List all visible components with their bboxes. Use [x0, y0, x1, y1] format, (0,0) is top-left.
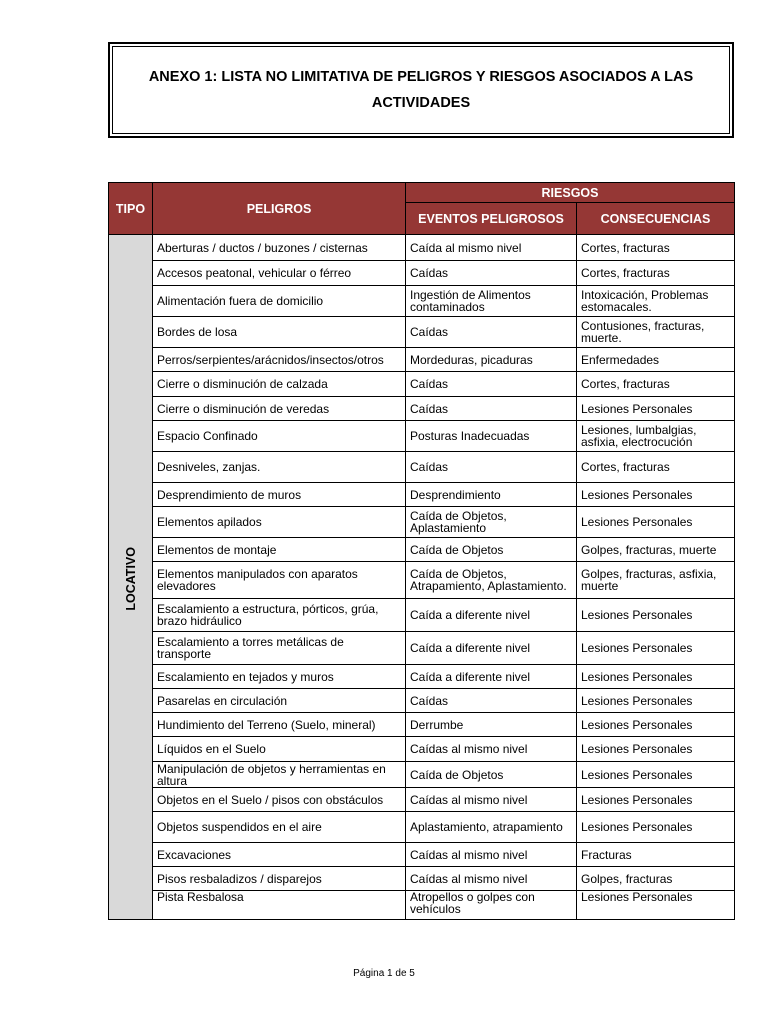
evento-cell: Caídas	[406, 397, 577, 421]
evento-cell: Atropellos o golpes con vehículos	[406, 891, 577, 920]
consecuencia-cell: Fracturas	[577, 843, 735, 867]
evento-cell: Posturas Inadecuadas	[406, 421, 577, 452]
table-row	[109, 689, 735, 713]
evento-cell: Caídas	[406, 261, 577, 286]
table-row	[109, 891, 735, 920]
consecuencia-cell: Lesiones Personales	[577, 507, 735, 538]
evento-cell: Mordeduras, picaduras	[406, 348, 577, 372]
peligro-cell: Objetos suspendidos en el aire	[153, 812, 406, 843]
table-row	[109, 483, 735, 507]
table-row	[109, 788, 735, 812]
table-row	[109, 665, 735, 689]
consecuencia-cell: Lesiones Personales	[577, 665, 735, 689]
evento-cell: Aplastamiento, atrapamiento	[406, 812, 577, 843]
peligro-cell: Excavaciones	[153, 843, 406, 867]
evento-cell: Caídas	[406, 689, 577, 713]
table-row	[109, 599, 735, 632]
evento-cell: Caídas al mismo nivel	[406, 737, 577, 762]
peligro-cell: Accesos peatonal, vehicular o férreo	[153, 261, 406, 286]
peligro-cell: Espacio Confinado	[153, 421, 406, 452]
consecuencia-cell: Cortes, fracturas	[577, 235, 735, 261]
peligro-cell: Desniveles, zanjas.	[153, 452, 406, 483]
table-row	[109, 737, 735, 762]
consecuencia-cell: Contusiones, fracturas, muerte.	[577, 317, 735, 348]
consecuencia-cell: Lesiones Personales	[577, 713, 735, 737]
table-row	[109, 843, 735, 867]
peligro-cell: Elementos apilados	[153, 507, 406, 538]
consecuencia-cell: Enfermedades	[577, 348, 735, 372]
evento-cell: Caídas	[406, 452, 577, 483]
table-row	[109, 762, 735, 788]
table-row	[109, 397, 735, 421]
evento-cell: Derrumbe	[406, 713, 577, 737]
peligro-cell: Pisos resbaladizos / disparejos	[153, 867, 406, 891]
evento-cell: Caída de Objetos, Atrapamiento, Aplastamiento.	[406, 562, 577, 599]
table-row	[109, 372, 735, 397]
evento-cell: Caídas al mismo nivel	[406, 843, 577, 867]
peligro-cell: Cierre o disminución de calzada	[153, 372, 406, 397]
evento-cell: Caídas al mismo nivel	[406, 788, 577, 812]
consecuencia-cell: Lesiones Personales	[577, 891, 735, 920]
peligro-cell: Elementos manipulados con aparatos elevadores	[153, 562, 406, 599]
consecuencia-cell: Lesiones Personales	[577, 762, 735, 788]
document-title: ANEXO 1: LISTA NO LIMITATIVA DE PELIGROS Y RIESGOS ASOCIADOS A LAS ACTIVIDADES	[148, 69, 694, 111]
consecuencia-cell: Intoxicación, Problemas estomacales.	[577, 286, 735, 317]
table-row	[109, 261, 735, 286]
evento-cell: Caída de Objetos, Aplastamiento	[406, 507, 577, 538]
table-row	[109, 507, 735, 538]
peligro-cell: Hundimiento del Terreno (Suelo, mineral)	[153, 713, 406, 737]
peligro-cell: Escalamiento a torres metálicas de transporte	[153, 632, 406, 665]
peligro-cell: Pista Resbalosa	[153, 891, 406, 920]
evento-cell: Caídas	[406, 372, 577, 397]
evento-cell: Ingestión de Alimentos contaminados	[406, 286, 577, 317]
table-row	[109, 867, 735, 891]
peligro-cell: Aberturas / ductos / buzones / cisternas	[153, 235, 406, 261]
consecuencia-cell: Golpes, fracturas, muerte	[577, 538, 735, 562]
tipo-label: LOCATIVO	[123, 547, 138, 611]
consecuencia-cell: Lesiones Personales	[577, 483, 735, 507]
consecuencia-cell: Cortes, fracturas	[577, 261, 735, 286]
peligro-cell: Alimentación fuera de domicilio	[153, 286, 406, 317]
evento-cell: Caídas al mismo nivel	[406, 867, 577, 891]
table-row	[109, 286, 735, 317]
consecuencia-cell: Lesiones Personales	[577, 812, 735, 843]
peligro-cell: Bordes de losa	[153, 317, 406, 348]
consecuencia-cell: Lesiones Personales	[577, 599, 735, 632]
evento-cell: Caída de Objetos	[406, 762, 577, 788]
header-riesgos: RIESGOS	[406, 183, 735, 203]
title-box	[108, 42, 734, 138]
hazards-table	[108, 182, 735, 920]
header-eventos: EVENTOS PELIGROSOS	[406, 203, 577, 235]
table-row	[109, 632, 735, 665]
table-row	[109, 713, 735, 737]
header-tipo: TIPO	[109, 183, 153, 235]
page-footer: Página 1 de 5	[353, 968, 415, 979]
peligro-cell: Elementos de montaje	[153, 538, 406, 562]
table-body	[109, 235, 735, 920]
consecuencia-cell: Golpes, fracturas	[577, 867, 735, 891]
table-row	[109, 452, 735, 483]
peligro-cell: Pasarelas en circulación	[153, 689, 406, 713]
evento-cell: Caída a diferente nivel	[406, 632, 577, 665]
peligro-cell: Escalamiento en tejados y muros	[153, 665, 406, 689]
header-consecuencias: CONSECUENCIAS	[577, 203, 735, 235]
peligro-cell: Líquidos en el Suelo	[153, 737, 406, 762]
peligro-cell: Perros/serpientes/arácnidos/insectos/otros	[153, 348, 406, 372]
table-row	[109, 538, 735, 562]
peligro-cell: Desprendimiento de muros	[153, 483, 406, 507]
table-row	[109, 317, 735, 348]
header-peligros: PELIGROS	[153, 183, 406, 235]
consecuencia-cell: Lesiones Personales	[577, 689, 735, 713]
evento-cell: Caída a diferente nivel	[406, 665, 577, 689]
title-inner	[112, 46, 730, 134]
evento-cell: Caída de Objetos	[406, 538, 577, 562]
evento-cell: Caídas	[406, 317, 577, 348]
table-row	[109, 421, 735, 452]
evento-cell: Desprendimiento	[406, 483, 577, 507]
consecuencia-cell: Lesiones Personales	[577, 788, 735, 812]
table-row	[109, 348, 735, 372]
consecuencia-cell: Cortes, fracturas	[577, 372, 735, 397]
consecuencia-cell: Lesiones Personales	[577, 397, 735, 421]
consecuencia-cell: Golpes, fracturas, asfixia, muerte	[577, 562, 735, 599]
evento-cell: Caída a diferente nivel	[406, 599, 577, 632]
peligro-cell: Manipulación de objetos y herramientas en altura	[153, 762, 406, 788]
consecuencia-cell: Lesiones Personales	[577, 632, 735, 665]
peligro-cell: Escalamiento a estructura, pórticos, grúa, brazo hidráulico	[153, 599, 406, 632]
peligro-cell: Cierre o disminución de veredas	[153, 397, 406, 421]
peligro-cell: Objetos en el Suelo / pisos con obstáculos	[153, 788, 406, 812]
table-row	[109, 235, 735, 261]
tipo-cell	[109, 235, 153, 920]
consecuencia-cell: Lesiones Personales	[577, 737, 735, 762]
consecuencia-cell: Cortes, fracturas	[577, 452, 735, 483]
table-row	[109, 812, 735, 843]
table-row	[109, 562, 735, 599]
evento-cell: Caída al mismo nivel	[406, 235, 577, 261]
consecuencia-cell: Lesiones, lumbalgias, asfixia, electrocución	[577, 421, 735, 452]
